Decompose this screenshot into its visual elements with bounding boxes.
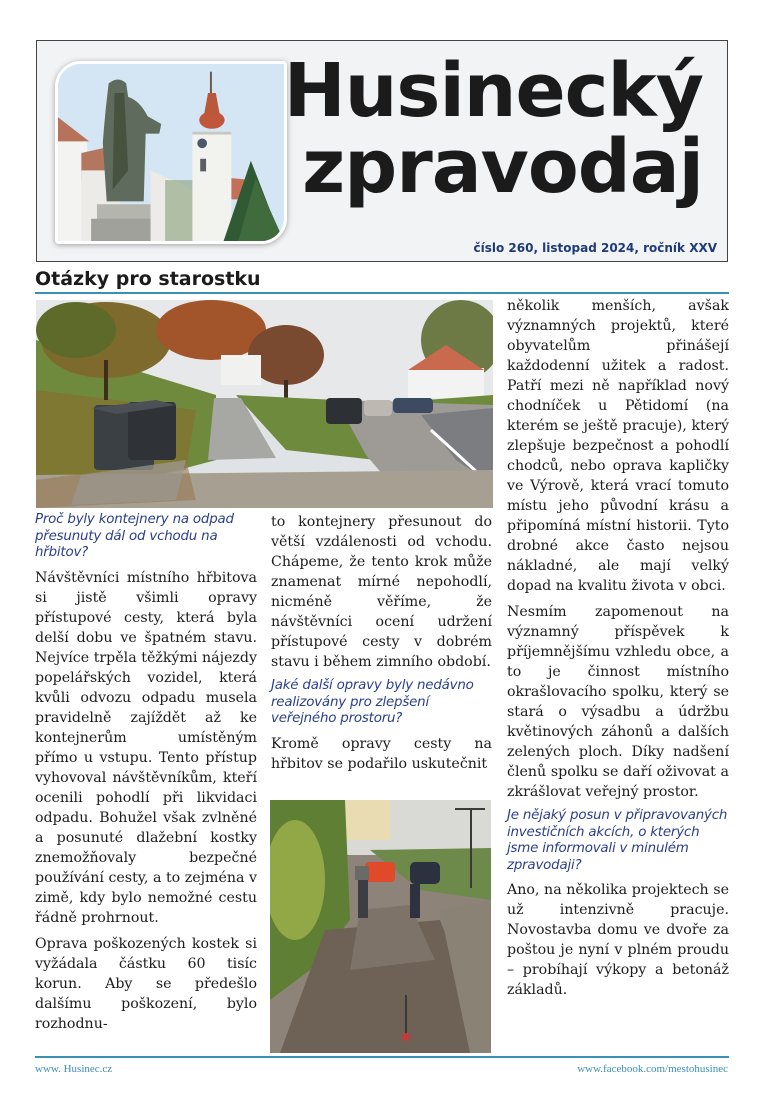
- question-1: Proč byly kontejnery na odpad přesunuty dál od vchodu na hřbitov?: [35, 512, 234, 560]
- title-line-2: zpravodaj: [302, 124, 703, 210]
- cemetery-path-photo: [36, 300, 493, 508]
- cemetery-path-illustration-icon: [36, 300, 493, 508]
- statue-church-illustration-icon: [58, 64, 284, 241]
- newsletter-title: [283, 48, 703, 210]
- paragraph: Nesmím zapomenout na významný příspěvek k příjemnějšímu vzhledu obce, a to je činnost místního okrašlovacího spolku, který se stará o výsadbu a údržbu květinových záhonů a dalších zelených ploch. Díky nadšení členů spolku se daří oživovat a zkrášlovat veřejný prostor.: [507, 604, 729, 800]
- issue-info: číslo 260, listopad 2024, ročník XXV: [473, 241, 717, 255]
- paragraph: několik menších, avšak významných projektů, které obyvatelům přinášejí každodenní užitek a radost. Patří mezi ně například nový chodníček u Pětidomí (na kterém se ještě pracuje), který zlepšuje bezpečnost a pohodlí chodců, nebo oprava kapličky ve Výrově, která vrací tomuto místu jeho původní krásu a připomíná místní historii. Tyto drobné akce často nejsou nákladné, ale mají velký dopad na kvalitu života v obci.: [507, 298, 729, 594]
- title-line-1: Husinecký: [283, 48, 703, 134]
- paragraph: Ano, na několika projektech se už intenzivně pracuje. Novostavba domu ve dvoře za poštou je nyní v plném proudu – probíhají výkopy a betonáž základů.: [507, 882, 729, 998]
- question-3: Je nějaký posun v připravovaných investičních akcích, o kterých jsme informovali v minulém zpravodaji?: [507, 808, 728, 873]
- sidewalk-construction-illustration-icon: [270, 800, 491, 1053]
- article-column-3: [507, 296, 729, 1006]
- article-column-2: [271, 512, 492, 780]
- question-2: Jaké další opravy byly nedávno realizovány pro zlepšení veřejného prostoru?: [271, 678, 474, 726]
- section-divider: [35, 292, 729, 294]
- sidewalk-construction-photo: [270, 800, 491, 1053]
- paragraph: to kontejnery přesunout do větší vzdálenosti od vchodu. Chápeme, že tento krok může znamenat mírné nepohodlí, nicméně věříme, že návštěvníci ocení udržení přístupové cesty v dobrém stavu i během zimního období.: [271, 514, 492, 670]
- paragraph: Návštěvníci místního hřbitova si jistě všimli opravy přístupové cesty, která byla delší dobu ve špatném stavu. Nejvíce trpěla těžkými nájezdy popelářských vozidel, která kvůli odvozu odpadu musela pravidelně zajíždět až ke kontejnerům umístěným přímo u vstupu. Tento přístup vyhovoval návštěvníkům, kteří ocenili pohodlí při likvidaci odpadu. Bohužel však zvlněné a posunuté dlažební kostky znemožňovaly bezpečné používání cesty, a to zejména v zimě, kdy bylo nemožné cestu řádně prohrnout.: [35, 569, 257, 926]
- footer-divider: [35, 1056, 729, 1058]
- section-title: Otázky pro starostku: [35, 268, 261, 290]
- article-column-1: [35, 512, 257, 1040]
- paragraph: Kromě opravy cesty na hřbitov se podařilo uskutečnit: [271, 735, 492, 772]
- masthead-logo-photo: [55, 61, 287, 244]
- paragraph: Oprava poškozených kostek si vyžádala částku 60 tisíc korun. Aby se předešlo dalšímu poškození, bylo rozhodnu-: [35, 935, 257, 1032]
- masthead: [36, 40, 728, 262]
- website-link[interactable]: www. Husinec.cz: [35, 1063, 113, 1075]
- facebook-link[interactable]: www.facebook.com/mestohusinec: [577, 1063, 728, 1075]
